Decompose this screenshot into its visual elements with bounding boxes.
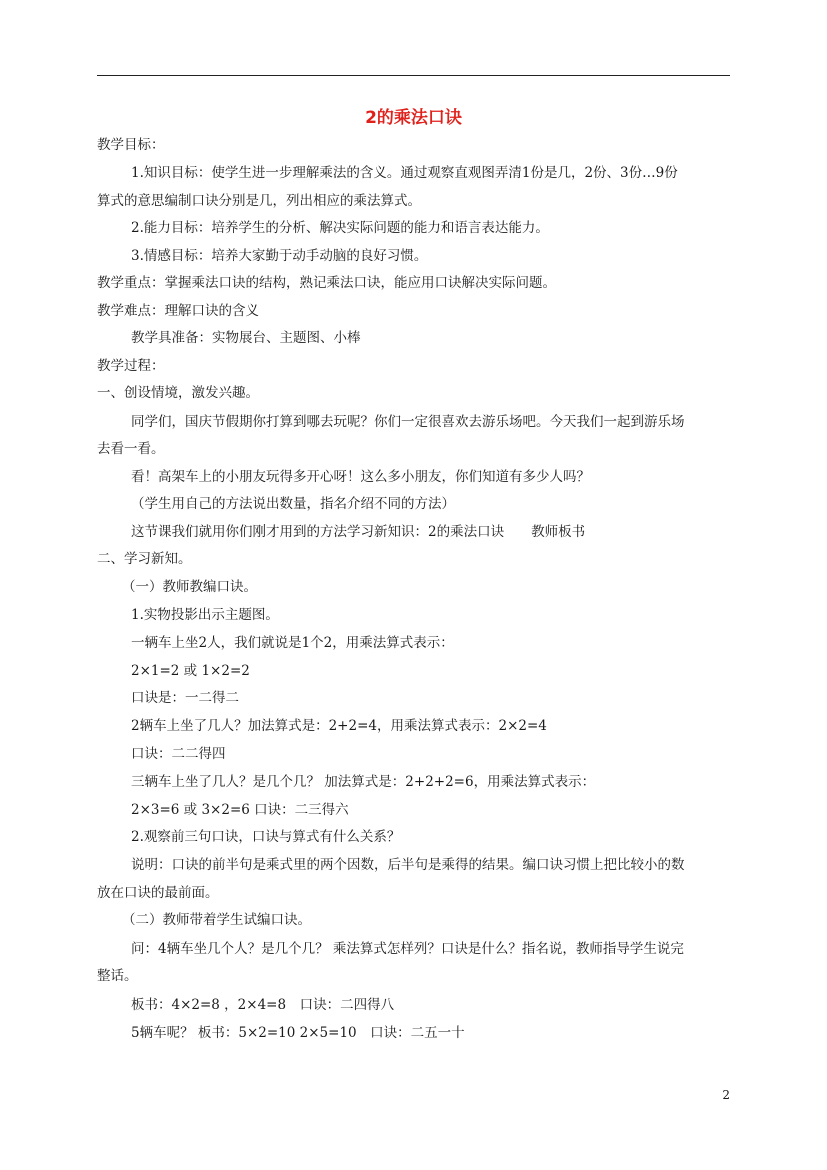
text-line: 2×1=2 或 1×2=2 (131, 663, 250, 679)
text-line: 教学过程： (97, 358, 165, 374)
text-line: 5辆车呢？ 板书：5×2=10 2×5=10 口诀：二五一十 (131, 1025, 465, 1041)
text-line: 教学目标： (97, 137, 165, 153)
text-line: 1.实物投影出示主题图。 (131, 607, 279, 623)
text-line: 一、创设情境，激发兴趣。 (97, 385, 259, 401)
text-line: （二）教师带着学生试编口诀。 (122, 912, 311, 928)
text-line: 整话。 (97, 968, 138, 984)
text-line: 2.观察前三句口诀，口诀与算式有什么关系？ (131, 829, 401, 845)
text-line: 3.情感目标：培养大家勤于动手动脑的良好习惯。 (131, 248, 428, 264)
text-line: 1.知识目标：使学生进一步理解乘法的含义。通过观察直观图弄清1份是几，2份、3份…9份 (131, 165, 678, 181)
text-line: 同学们，国庆节假期你打算到哪去玩呢？你们一定很喜欢去游乐场吧。今天我们一起到游乐场 (131, 414, 685, 430)
text-line: 板书：4×2=8 ，2×4=8 口诀：二四得八 (131, 997, 395, 1013)
page-title: 2的乘法口诀 (365, 108, 462, 128)
text-line: 口诀是：一二得二 (131, 690, 239, 706)
page-number: 2 (722, 1088, 730, 1102)
text-line: 一辆车上坐2人，我们就说是1个2，用乘法算式表示： (131, 635, 454, 651)
text-line: 算式的意思编制口诀分别是几，列出相应的乘法算式。 (97, 193, 421, 209)
text-line: 二、学习新知。 (97, 551, 192, 567)
text-line: 看！高架车上的小朋友玩得多开心呀！这么多小朋友，你们知道有多少人吗？ (131, 469, 590, 485)
text-line: 2辆车上坐了几人？加法算式是：2+2=4，用乘法算式表示：2×2=4 (131, 718, 547, 734)
text-line: 这节课我们就用你们刚才用到的方法学习新知识：2的乘法口诀 教师板书 (131, 524, 586, 540)
text-line: 放在口诀的最前面。 (97, 885, 219, 901)
text-line: （学生用自己的方法说出数量，指名介绍不同的方法） (131, 496, 455, 512)
text-line: 教学重点：掌握乘法口诀的结构，熟记乘法口诀，能应用口诀解决实际问题。 (97, 275, 556, 291)
header-rule (97, 75, 730, 76)
text-line: 口诀：二二得四 (131, 746, 226, 762)
text-line: 去看一看。 (97, 441, 165, 457)
text-line: 教学具准备：实物展台、主题图、小棒 (131, 330, 361, 346)
text-line: 教学难点：理解口诀的含义 (97, 303, 259, 319)
text-line: 2×3=6 或 3×2=6 口诀：二三得六 (131, 802, 349, 818)
text-line: 2.能力目标：培养学生的分析、解决实际问题的能力和语言表达能力。 (131, 220, 549, 236)
text-line: （一）教师教编口诀。 (122, 579, 257, 595)
text-line: 问：4辆车坐几个人？是几个几？ 乘法算式怎样列？口诀是什么？指名说，教师指导学生说完 (131, 941, 684, 957)
text-line: 说明：口诀的前半句是乘式里的两个因数，后半句是乘得的结果。编口诀习惯上把比较小的数 (131, 857, 685, 873)
text-line: 三辆车上坐了几人？是几个几？ 加法算式是：2+2+2=6，用乘法算式表示： (131, 774, 596, 790)
